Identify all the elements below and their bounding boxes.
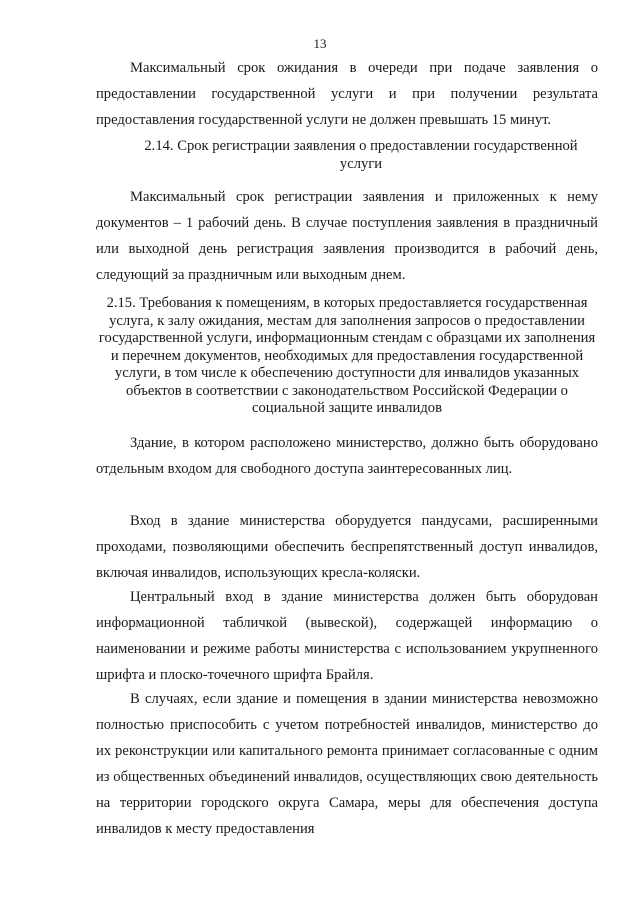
paragraph-adaptation: В случаях, если здание и помещения в здании министерства невозможно полностью приспособить с учетом потребностей инвалидов, министерство до их реконструкции или капитального ремонта принимает согласованные с одним из общественных объединений инвалидов, осуществляющих свою деятельность на территории городского округа Самара, меры для обеспечения доступа инвалидов к месту предоставления xyxy=(96,691,598,837)
paragraph-queue-time: Максимальный срок ожидания в очереди при подаче заявления о предоставлении государственной услуги и при получении результата предоставления государственной услуги не должен превышать 15 минут. xyxy=(96,60,598,128)
paragraph-sign: Центральный вход в здание министерства должен быть оборудован информационной табличкой (вывеской), содержащей информацию о наименовании и режиме работы министерства с использованием укрупненного шрифта и плоско-точечного шрифта Брайля. xyxy=(96,589,598,683)
page-number: 13 xyxy=(313,36,327,51)
heading-2-14: 2.14. Срок регистрации заявления о предоставлении государственной услуги xyxy=(144,138,578,172)
paragraph-registration-time: Максимальный срок регистрации заявления и приложенных к нему документов – 1 рабочий день. В случае поступления заявления в праздничный или выходной день регистрация заявления производится в рабочий день, следующий за праздничным или выходным днем. xyxy=(96,189,598,283)
heading-2-15: 2.15. Требования к помещениям, в которых предоставляется государственная услуга, к залу ожидания, местам для заполнения запросов о предоставлении государственной услуги, информационным стендам с образцами их заполнения и перечнем документов, необходимых для предоставления государственной услуги, в том числе к обеспечению доступности для инвалидов указанных объектов в соответствии с законодательством Российской Федерации о социальной защите инвалидов xyxy=(98,295,596,416)
paragraph-entrance: Вход в здание министерства оборудуется пандусами, расширенными проходами, позволяющими обеспечить беспрепятственный доступ инвалидов, включая инвалидов, использующих кресла-коляски. xyxy=(96,513,598,581)
paragraph-building: Здание, в котором расположено министерство, должно быть оборудовано отдельным входом для свободного доступа заинтересованных лиц. xyxy=(96,435,598,477)
